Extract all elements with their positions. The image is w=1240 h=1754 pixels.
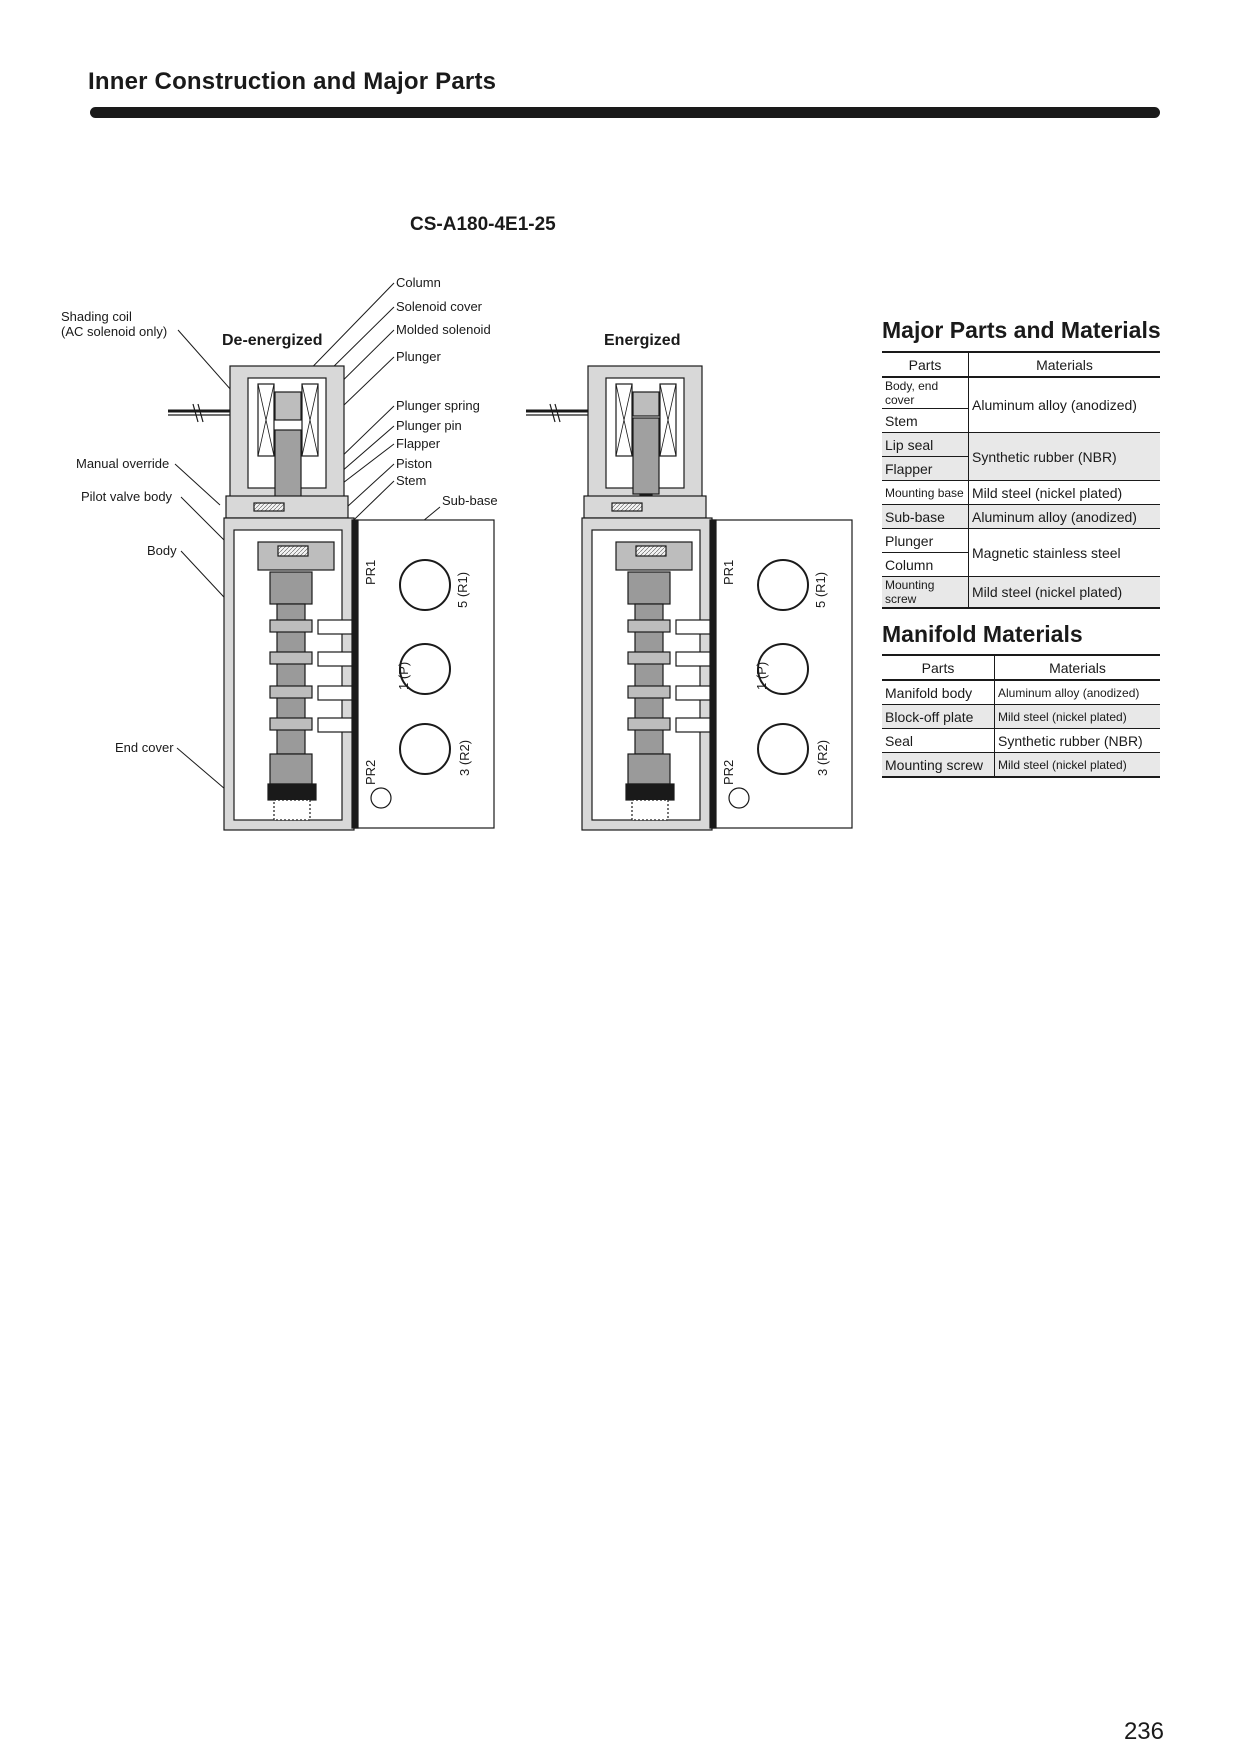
port-label-p3-left: 3 (R2) xyxy=(457,739,472,776)
port-label-pr1-right: PR1 xyxy=(721,559,736,585)
table-row: Column xyxy=(882,553,1160,577)
callout-solenoid-cover: Solenoid cover xyxy=(396,299,482,314)
table-row: Mounting screw Mild steel (nickel plated) xyxy=(882,577,1160,609)
port-label-p1-right: 1 (P) xyxy=(754,661,769,690)
callout-flapper: Flapper xyxy=(396,436,441,451)
callout-plunger-spring: Plunger spring xyxy=(396,398,480,413)
major-parts-title: Major Parts and Materials xyxy=(882,317,1161,343)
table-header: Materials xyxy=(969,352,1161,377)
manifold-materials-table xyxy=(882,654,1160,778)
table-row: Stem xyxy=(882,409,1160,433)
port-label-pr2-left: PR2 xyxy=(363,759,378,785)
port-label-pr1-left: PR1 xyxy=(363,559,378,585)
callout-end-cover: End cover xyxy=(115,740,174,755)
table-row: Mounting base Mild steel (nickel plated) xyxy=(882,481,1160,505)
port-label-p5-left: 5 (R1) xyxy=(455,571,470,608)
major-parts-table xyxy=(882,351,1160,609)
model-number: CS-A180-4E1-25 xyxy=(410,214,556,235)
callout-shading-coil: Shading coil (AC solenoid only) xyxy=(61,309,168,339)
page-number: 236 xyxy=(1123,1718,1164,1745)
energized-valve xyxy=(526,366,852,830)
table-row: Body, end cover Aluminum alloy (anodized) xyxy=(882,377,1160,409)
callout-sub-base: Sub-base xyxy=(442,493,498,508)
table-row: Plunger Magnetic stainless steel xyxy=(882,529,1160,553)
callout-body: Body xyxy=(147,543,177,558)
callout-plunger-pin: Plunger pin xyxy=(396,418,462,433)
table-row: Block-off plate Mild steel (nickel plated) xyxy=(882,705,1160,729)
port-label-p1-left: 1 (P) xyxy=(396,661,411,690)
state-label-de-energized: De-energized xyxy=(222,332,323,349)
table-row: Seal Synthetic rubber (NBR) xyxy=(882,729,1160,753)
table-header: Parts xyxy=(882,352,969,377)
table-row: Mounting screw Mild steel (nickel plated) xyxy=(882,753,1160,778)
port-label-p3-right: 3 (R2) xyxy=(815,739,830,776)
table-row: Manifold body Aluminum alloy (anodized) xyxy=(882,680,1160,705)
table-header: Materials xyxy=(995,655,1161,680)
callout-plunger: Plunger xyxy=(396,349,441,364)
callout-piston: Piston xyxy=(396,456,433,471)
callout-pilot-valve-body: Pilot valve body xyxy=(81,489,173,504)
callout-stem: Stem xyxy=(396,473,427,488)
valve-cross-section-diagram xyxy=(0,0,880,840)
manifold-materials-title: Manifold Materials xyxy=(882,621,1083,647)
port-label-p5-right: 5 (R1) xyxy=(813,571,828,608)
de-energized-valve xyxy=(168,366,494,830)
callout-molded-solenoid: Molded solenoid xyxy=(396,322,491,337)
table-header: Parts xyxy=(882,655,995,680)
table-row: Lip seal Synthetic rubber (NBR) xyxy=(882,433,1160,457)
port-label-pr2-right: PR2 xyxy=(721,759,736,785)
callout-manual-override: Manual override xyxy=(76,456,170,471)
section-title: Inner Construction and Major Parts xyxy=(88,68,497,95)
table-row: Sub-base Aluminum alloy (anodized) xyxy=(882,505,1160,529)
table-row: Flapper xyxy=(882,457,1160,481)
state-label-energized: Energized xyxy=(604,332,681,349)
callout-column: Column xyxy=(396,275,441,290)
